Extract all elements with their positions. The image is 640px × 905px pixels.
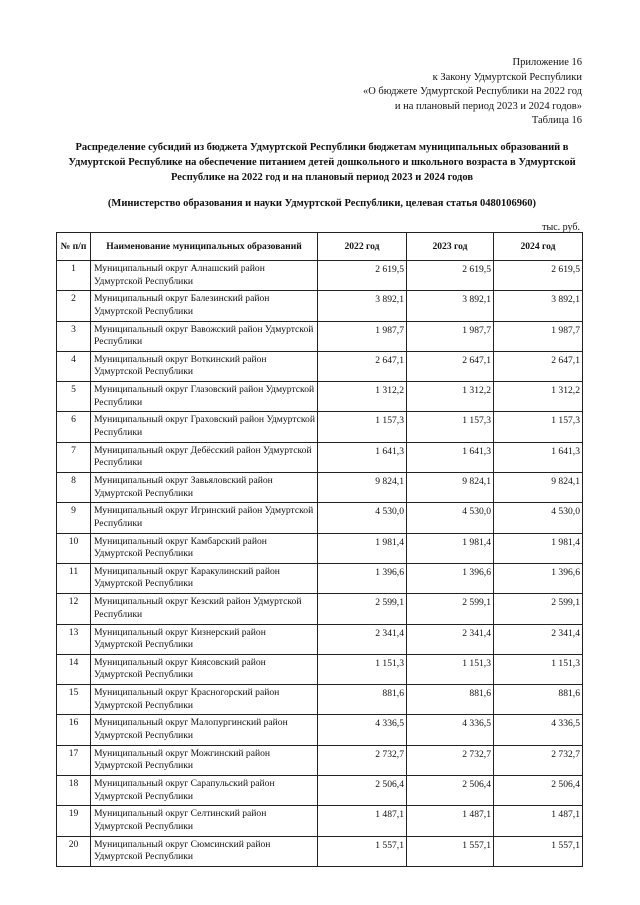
value-2024: 4 336,5 <box>494 715 583 745</box>
ministry-line: (Министерство образования и науки Удмуртской Республики, целевая статья 0480106960) <box>107 198 537 209</box>
value-2022: 2 619,5 <box>318 261 407 291</box>
header-2024: 2024 год <box>494 233 583 261</box>
appendix-header <box>282 56 582 129</box>
value-2024: 1 981,4 <box>494 533 583 563</box>
appendix-line-3: «О бюджете Удмуртской Республики на 2022 год <box>362 86 582 97</box>
table-row <box>57 382 583 412</box>
value-2023: 1 312,2 <box>407 382 494 412</box>
value-2024: 1 641,3 <box>494 442 583 472</box>
municipality-name: Муниципальный округ Каракулинский район Удмуртской Республики <box>91 563 318 593</box>
value-2024: 1 151,3 <box>494 654 583 684</box>
header-2022: 2022 год <box>318 233 407 261</box>
value-2023: 2 647,1 <box>407 351 494 381</box>
municipality-name: Муниципальный округ Глазовский район Удмуртской Республики <box>91 382 318 412</box>
header-num: № п/п <box>57 233 91 261</box>
value-2022: 1 981,4 <box>318 533 407 563</box>
table-row <box>57 261 583 291</box>
row-number: 12 <box>57 594 91 624</box>
row-number: 18 <box>57 776 91 806</box>
value-2023: 3 892,1 <box>407 291 494 321</box>
municipality-name: Муниципальный округ Киясовский район Удмуртской Республики <box>91 654 318 684</box>
table-row <box>57 806 583 836</box>
value-2022: 2 732,7 <box>318 745 407 775</box>
municipality-name: Муниципальный округ Граховский район Удмуртской Республики <box>91 412 318 442</box>
value-2024: 9 824,1 <box>494 473 583 503</box>
row-number: 6 <box>57 412 91 442</box>
row-number: 10 <box>57 533 91 563</box>
municipality-name: Муниципальный округ Дебёсский район Удмуртской Республики <box>91 442 318 472</box>
value-2024: 3 892,1 <box>494 291 583 321</box>
value-2022: 1 312,2 <box>318 382 407 412</box>
row-number: 20 <box>57 836 91 866</box>
table-row <box>57 654 583 684</box>
table-row <box>57 442 583 472</box>
value-2023: 4 530,0 <box>407 503 494 533</box>
value-2023: 2 599,1 <box>407 594 494 624</box>
value-2023: 2 619,5 <box>407 261 494 291</box>
value-2023: 1 157,3 <box>407 412 494 442</box>
row-number: 17 <box>57 745 91 775</box>
municipality-name: Муниципальный округ Вавожский район Удмуртской Республики <box>91 321 318 351</box>
value-2024: 2 599,1 <box>494 594 583 624</box>
table-row <box>57 715 583 745</box>
table-row <box>57 594 583 624</box>
table-label: Таблица 16 <box>531 115 582 126</box>
value-2024: 2 732,7 <box>494 745 583 775</box>
value-2023: 1 987,7 <box>407 321 494 351</box>
appendix-line-2: к Закону Удмуртской Республики <box>432 71 582 83</box>
units-label: тыс. руб. <box>542 222 580 233</box>
row-number: 16 <box>57 715 91 745</box>
subsidy-table <box>56 232 583 867</box>
value-2022: 1 396,6 <box>318 563 407 593</box>
row-number: 5 <box>57 382 91 412</box>
value-2024: 1 396,6 <box>494 563 583 593</box>
municipality-name: Муниципальный округ Кезский район Удмуртской Республики <box>91 594 318 624</box>
municipality-name: Муниципальный округ Воткинский район Удмуртской Республики <box>91 351 318 381</box>
value-2023: 4 336,5 <box>407 715 494 745</box>
value-2023: 1 557,1 <box>407 836 494 866</box>
table-row <box>57 503 583 533</box>
value-2022: 2 647,1 <box>318 351 407 381</box>
municipality-name: Муниципальный округ Камбарский район Удмуртской Республики <box>91 533 318 563</box>
row-number: 7 <box>57 442 91 472</box>
value-2022: 1 641,3 <box>318 442 407 472</box>
row-number: 11 <box>57 563 91 593</box>
table-row <box>57 473 583 503</box>
value-2022: 3 892,1 <box>318 291 407 321</box>
value-2024: 1 157,3 <box>494 412 583 442</box>
table-row <box>57 533 583 563</box>
row-number: 8 <box>57 473 91 503</box>
table-row <box>57 563 583 593</box>
value-2024: 1 557,1 <box>494 836 583 866</box>
row-number: 19 <box>57 806 91 836</box>
value-2022: 1 987,7 <box>318 321 407 351</box>
value-2022: 2 599,1 <box>318 594 407 624</box>
table-row <box>57 836 583 866</box>
value-2022: 2 341,4 <box>318 624 407 654</box>
value-2024: 2 341,4 <box>494 624 583 654</box>
value-2024: 2 647,1 <box>494 351 583 381</box>
municipality-name: Муниципальный округ Малопургинский район Удмуртской Республики <box>91 715 318 745</box>
value-2022: 9 824,1 <box>318 473 407 503</box>
value-2023: 881,6 <box>407 685 494 715</box>
table-row <box>57 624 583 654</box>
value-2022: 881,6 <box>318 685 407 715</box>
municipality-name: Муниципальный округ Сюмсинский район Удмуртской Республики <box>91 836 318 866</box>
value-2023: 1 396,6 <box>407 563 494 593</box>
table-row <box>57 412 583 442</box>
value-2022: 1 157,3 <box>318 412 407 442</box>
appendix-line-1: Приложение 16 <box>512 57 582 68</box>
municipality-name: Муниципальный округ Кизнерский район Удмуртской Республики <box>91 624 318 654</box>
municipality-name: Муниципальный округ Игринский район Удмуртской Республики <box>91 503 318 533</box>
table-row <box>57 291 583 321</box>
row-number: 15 <box>57 685 91 715</box>
municipality-name: Муниципальный округ Алнашский район Удмуртской Республики <box>91 261 318 291</box>
value-2023: 2 341,4 <box>407 624 494 654</box>
value-2023: 1 151,3 <box>407 654 494 684</box>
value-2024: 4 530,0 <box>494 503 583 533</box>
table-row <box>57 685 583 715</box>
value-2024: 1 312,2 <box>494 382 583 412</box>
header-name: Наименование муниципальных образований <box>91 233 318 261</box>
value-2023: 2 732,7 <box>407 745 494 775</box>
value-2022: 1 487,1 <box>318 806 407 836</box>
municipality-name: Муниципальный округ Балезинский район Удмуртской Республики <box>91 291 318 321</box>
table-row <box>57 321 583 351</box>
value-2022: 2 506,4 <box>318 776 407 806</box>
table-row <box>57 351 583 381</box>
municipality-name: Муниципальный округ Завьяловский район Удмуртской Республики <box>91 473 318 503</box>
document-title: Распределение субсидий из бюджета Удмуртской Республики бюджетам муниципальных образований в Удмуртской Республике на обеспечение питанием детей дошкольного и школьного возраста в Удмуртской Республике на 2022 год и на плановый период 2023 и 2024 годов <box>68 142 576 183</box>
value-2022: 1 557,1 <box>318 836 407 866</box>
municipality-name: Муниципальный округ Красногорский район Удмуртской Республики <box>91 685 318 715</box>
table-row <box>57 776 583 806</box>
value-2022: 1 151,3 <box>318 654 407 684</box>
value-2023: 1 641,3 <box>407 442 494 472</box>
value-2024: 2 619,5 <box>494 261 583 291</box>
appendix-line-4: и на плановый период 2023 и 2024 годов» <box>394 100 582 112</box>
row-number: 14 <box>57 654 91 684</box>
municipality-name: Муниципальный округ Селтинский район Удмуртской Республики <box>91 806 318 836</box>
table-body <box>57 261 583 867</box>
value-2022: 4 336,5 <box>318 715 407 745</box>
value-2024: 881,6 <box>494 685 583 715</box>
row-number: 9 <box>57 503 91 533</box>
value-2024: 1 487,1 <box>494 806 583 836</box>
row-number: 2 <box>57 291 91 321</box>
value-2023: 9 824,1 <box>407 473 494 503</box>
row-number: 3 <box>57 321 91 351</box>
value-2022: 4 530,0 <box>318 503 407 533</box>
row-number: 4 <box>57 351 91 381</box>
value-2023: 1 487,1 <box>407 806 494 836</box>
row-number: 1 <box>57 261 91 291</box>
table-header-row <box>57 233 583 261</box>
row-number: 13 <box>57 624 91 654</box>
municipality-name: Муниципальный округ Сарапульский район Удмуртской Республики <box>91 776 318 806</box>
value-2023: 2 506,4 <box>407 776 494 806</box>
value-2024: 1 987,7 <box>494 321 583 351</box>
table-row <box>57 745 583 775</box>
value-2023: 1 981,4 <box>407 533 494 563</box>
header-2023: 2023 год <box>407 233 494 261</box>
municipality-name: Муниципальный округ Можгинский район Удмуртской Республики <box>91 745 318 775</box>
value-2024: 2 506,4 <box>494 776 583 806</box>
